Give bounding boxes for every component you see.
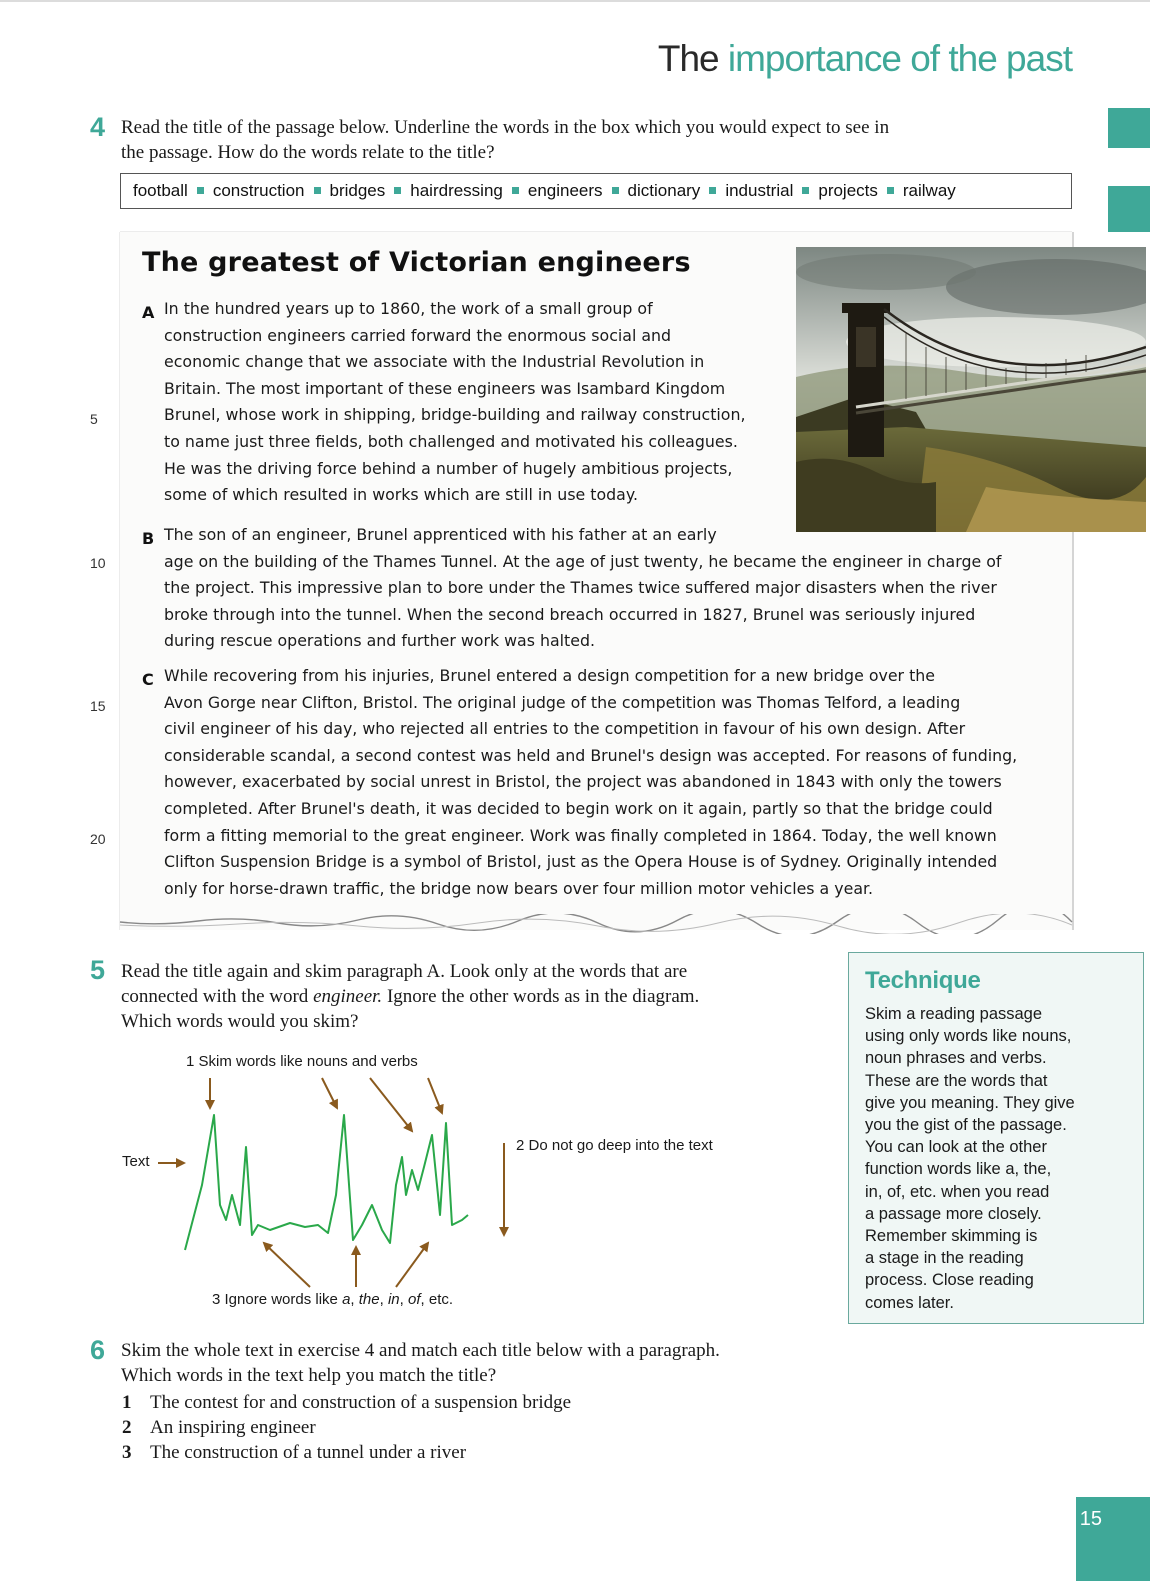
- paragraph-line: civil engineer of his day, who rejected all entries to the competition in favour of his own design. After: [164, 719, 966, 739]
- paragraph-line: Brunel, whose work in shipping, bridge-building and railway construction,: [164, 405, 746, 425]
- word-dictionary[interactable]: dictionary: [627, 181, 701, 200]
- paragraph-a-letter: A: [142, 303, 155, 322]
- text-wave: [185, 1115, 468, 1250]
- list-item-text: An inspiring engineer: [150, 1417, 316, 1438]
- exercise-5-line2-after: Ignore the other words as in the diagram.: [382, 986, 700, 1007]
- paragraph-line: only for horse-drawn traffic, the bridge now bears over four million motor vehicles a year.: [164, 878, 874, 898]
- arrow-skim-2: [322, 1078, 337, 1108]
- bridge-photo: [796, 247, 1146, 532]
- technique-line: comes later.: [865, 1293, 954, 1312]
- ignore-label-sep: ,: [379, 1291, 388, 1308]
- technique-line: using only words like nouns,: [865, 1027, 1072, 1046]
- diagram-label-skim: 1 Skim words like nouns and verbs: [186, 1053, 418, 1070]
- ignore-label-sep: ,: [399, 1291, 408, 1308]
- exercise-4-number: 4: [90, 112, 106, 142]
- ignore-word-in: in: [387, 1291, 400, 1308]
- line-number: 5: [90, 411, 98, 427]
- word-separator: [612, 187, 619, 194]
- word-separator: [802, 187, 809, 194]
- paragraph-line: to name just three fields, both challenged and motivated his colleagues.: [164, 431, 738, 451]
- arrow-ignore-3: [396, 1243, 428, 1287]
- exercise-6-number: 6: [90, 1335, 106, 1365]
- exercise-6-line2: Which words in the text help you match the title?: [121, 1365, 497, 1386]
- list-item: [122, 1440, 571, 1465]
- ignore-label-start: 3 Ignore words like: [212, 1291, 343, 1308]
- paragraph-line: In the hundred years up to 1860, the work of a small group of: [164, 299, 653, 318]
- list-item: [122, 1390, 571, 1415]
- ignore-word-of: of: [408, 1291, 421, 1308]
- paragraph-c: [164, 663, 1017, 902]
- arrow-skim-4: [428, 1078, 442, 1113]
- technique-line: Remember skimming is: [865, 1227, 1038, 1246]
- technique-line: function words like a, the,: [865, 1160, 1052, 1179]
- exercise-6-list: [122, 1390, 571, 1465]
- exercise-5-instruction: [121, 959, 841, 1034]
- header-title-accent: importance of the past: [727, 38, 1072, 79]
- paragraph-line: Britain. The most important of these engineers was Isambard Kingdom: [164, 378, 726, 398]
- word-hairdressing[interactable]: hairdressing: [410, 181, 503, 200]
- arrow-skim-3: [370, 1078, 412, 1131]
- paragraph-a: [164, 296, 746, 509]
- paragraph-b-letter: B: [142, 529, 155, 548]
- technique-line: process. Close reading: [865, 1271, 1034, 1290]
- exercise-5-line2: [121, 984, 841, 1009]
- exercise-6-line1: Skim the whole text in exercise 4 and match each title below with a paragraph.: [121, 1340, 720, 1361]
- ignore-word-the: the: [358, 1291, 380, 1308]
- paragraph-line: construction engineers carried forward the enormous social and: [164, 325, 672, 345]
- torn-edge: [118, 914, 1074, 934]
- exercise-5-line3: Which words would you skim?: [121, 1011, 359, 1032]
- paragraph-line: broke through into the tunnel. When the second breach occurred in 1827, Brunel was seriously injured: [164, 604, 976, 624]
- ignore-word-a: a: [342, 1291, 351, 1308]
- technique-line: you the gist of the passage.: [865, 1116, 1067, 1135]
- arrow-ignore-1: [264, 1243, 310, 1287]
- technique-line: Skim a reading passage: [865, 1005, 1043, 1023]
- exercise-5-emphasis: engineer.: [313, 986, 383, 1007]
- word-separator: [709, 187, 716, 194]
- paragraph-line: While recovering from his injuries, Brunel entered a design competition for a new bridge over the: [164, 666, 936, 685]
- technique-line: a stage in the reading: [865, 1249, 1024, 1268]
- technique-body: [865, 1003, 1129, 1314]
- skimming-diagram: [150, 1075, 530, 1295]
- paragraph-line: during rescue operations and further work was halted.: [164, 631, 596, 651]
- paragraph-line: Clifton Suspension Bridge is a symbol of Bristol, just as the Opera House is of Sydney. Originally intended: [164, 852, 998, 872]
- paragraph-line: some of which resulted in works which are still in use today.: [164, 485, 638, 505]
- technique-title: Technique: [865, 967, 981, 994]
- list-item: [122, 1415, 571, 1440]
- list-item-number: 1: [122, 1392, 132, 1413]
- word-railway[interactable]: railway: [902, 181, 956, 200]
- exercise-5-line1: Read the title again and skim paragraph A. Look only at the words that are: [121, 961, 688, 982]
- exercise-4-instruction: [121, 115, 1071, 165]
- exercise-5-line2-before: connected with the word: [121, 986, 314, 1007]
- paragraph-line: economic change that we associate with the Industrial Revolution in: [164, 352, 705, 372]
- word-separator: [512, 187, 519, 194]
- line-number: 20: [90, 831, 106, 847]
- list-item-number: 3: [122, 1442, 132, 1463]
- list-item-number: 2: [122, 1417, 132, 1438]
- exercise-5-number: 5: [90, 955, 106, 985]
- word-separator: [394, 187, 401, 194]
- page-number: 15: [1079, 1508, 1102, 1530]
- paragraph-b: [164, 522, 1001, 655]
- paragraph-line: considerable scandal, a second contest was held and Brunel's design was accepted. For reasons of funding,: [164, 745, 1018, 765]
- paragraph-line: age on the building of the Thames Tunnel. At the age of just twenty, he became the engineer in charge of: [164, 551, 1002, 571]
- technique-line: in, of, etc. when you read: [865, 1182, 1050, 1201]
- side-tab-top: [1108, 108, 1150, 148]
- passage-title: The greatest of Victorian engineers: [142, 247, 691, 278]
- word-football[interactable]: football: [133, 181, 188, 200]
- list-item-text: The construction of a tunnel under a river: [150, 1442, 467, 1463]
- word-projects[interactable]: projects: [818, 181, 878, 200]
- paragraph-line: the project. This impressive plan to bore under the Thames twice suffered major disasters when the river: [164, 578, 997, 598]
- word-separator: [197, 187, 204, 194]
- word-bridges[interactable]: bridges: [329, 181, 386, 200]
- exercise-4-line2: the passage. How do the words relate to the title?: [121, 142, 495, 163]
- technique-line: You can look at the other: [865, 1138, 1047, 1157]
- technique-line: These are the words that: [865, 1071, 1048, 1090]
- line-number: 15: [90, 698, 106, 714]
- technique-line: give you meaning. They give: [865, 1093, 1075, 1112]
- paragraph-line: The son of an engineer, Brunel apprenticed with his father at an early: [164, 525, 717, 544]
- paragraph-line: completed. After Brunel's death, it was decided to begin work on it again, partly so that the bridge could: [164, 798, 993, 818]
- exercise-6-instruction: [121, 1338, 851, 1388]
- paragraph-line: however, exacerbated by social unrest in Bristol, the project was abandoned in 1843 with only the towers: [164, 772, 1002, 792]
- top-rule: [0, 0, 1150, 2]
- paragraph-line: He was the driving force behind a number of hugely ambitious projects,: [164, 458, 733, 478]
- paragraph-c-letter: C: [142, 670, 154, 689]
- word-separator: [314, 187, 321, 194]
- header-title-plain: The: [657, 38, 719, 79]
- paragraph-line: form a fitting memorial to the great engineer. Work was finally completed in 1864. Today, the well known: [164, 825, 997, 845]
- technique-box: [848, 952, 1144, 1324]
- word-separator: [887, 187, 894, 194]
- word-construction[interactable]: construction: [212, 181, 305, 200]
- ignore-label-sep: ,: [350, 1291, 359, 1308]
- ignore-label-end: , etc.: [420, 1291, 454, 1308]
- page-header-title: [658, 38, 1072, 80]
- word-engineers[interactable]: engineers: [527, 181, 603, 200]
- exercise-4-line1: Read the title of the passage below. Underline the words in the box which you would expect to see in: [121, 117, 890, 138]
- technique-line: a passage more closely.: [865, 1204, 1042, 1223]
- side-tab-bottom: [1108, 186, 1150, 232]
- diagram-label-text: Text: [122, 1153, 150, 1170]
- diagram-label-depth: 2 Do not go deep into the text: [516, 1137, 713, 1154]
- technique-line: noun phrases and verbs.: [865, 1049, 1047, 1068]
- word-box: [120, 173, 1072, 209]
- word-industrial[interactable]: industrial: [725, 181, 794, 200]
- paragraph-line: Avon Gorge near Clifton, Bristol. The original judge of the competition was Thomas Telford, a leading: [164, 692, 961, 712]
- line-number: 10: [90, 555, 106, 571]
- list-item-text: The contest for and construction of a suspension bridge: [150, 1392, 572, 1413]
